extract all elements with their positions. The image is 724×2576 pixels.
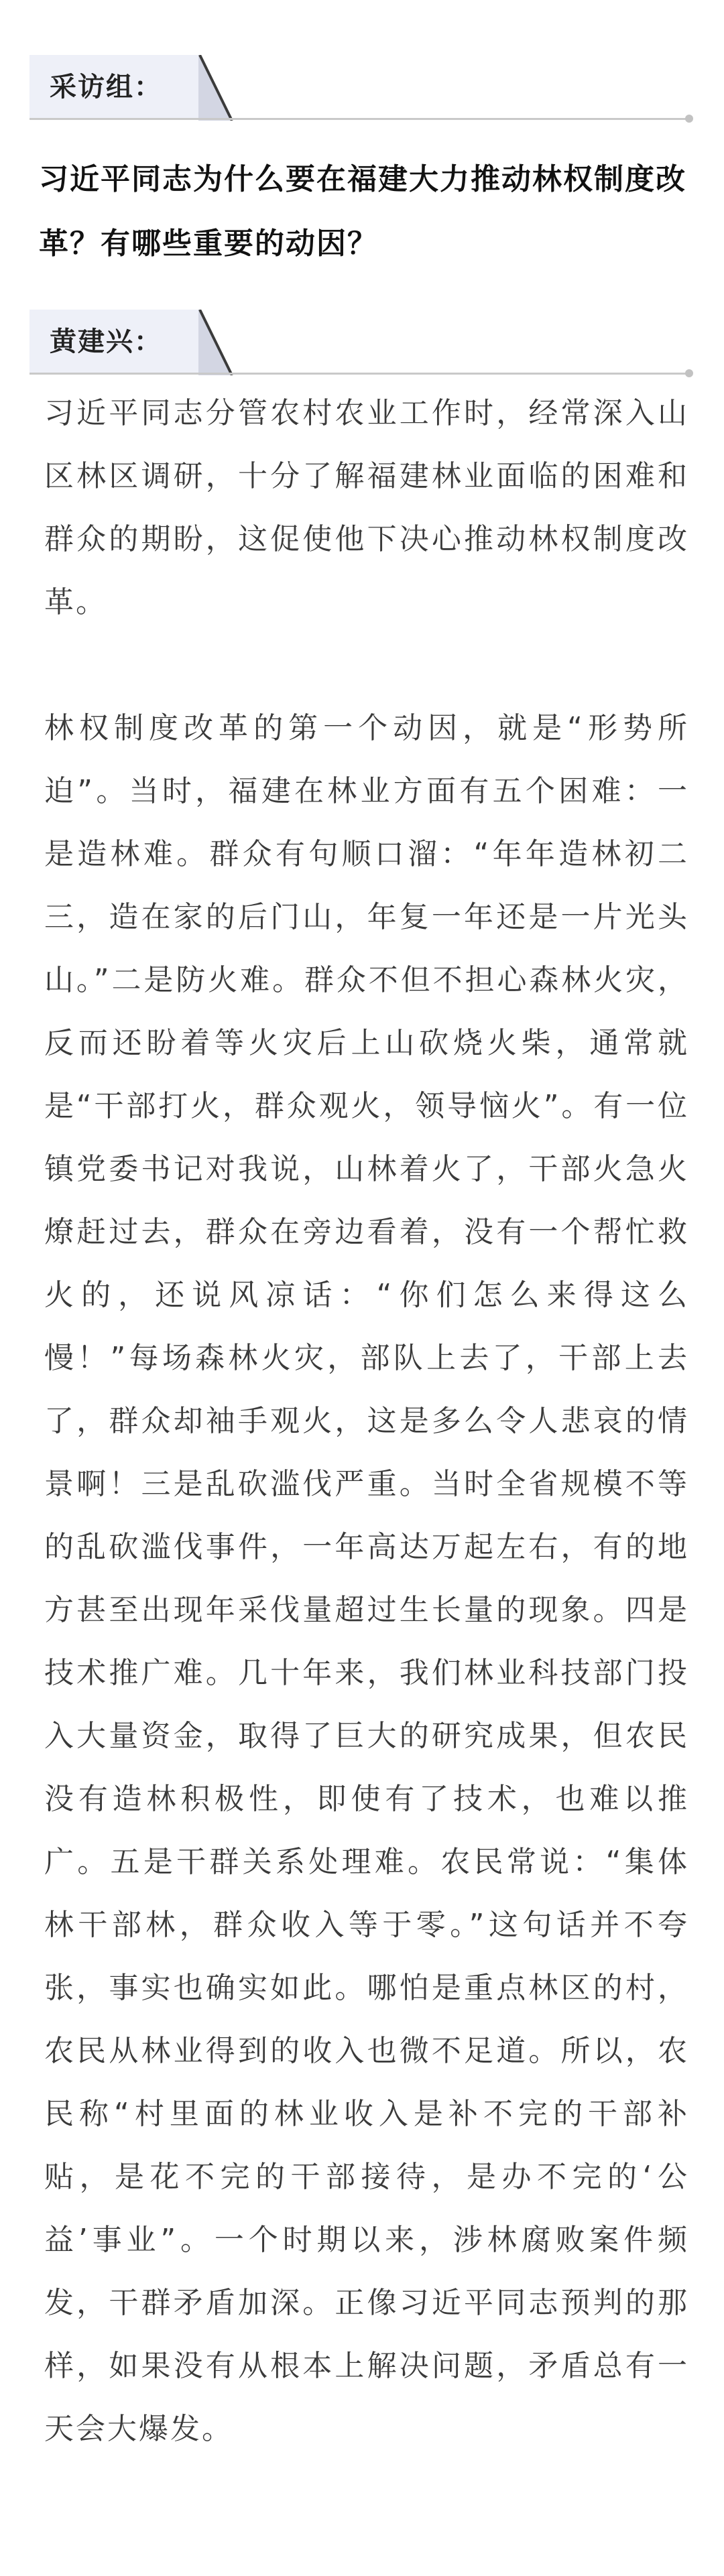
answer-paragraph: 林权制度改革的第一个动因，就是“形势所迫”。当时，福建在林业方面有五个困难：一是造林难。群众有句顺口溜：“年年造林初二三，造在家的后门山，年复一年还是一片光头山。”二是防火难。群众不但不担心森林火灾，反而还盼着等火灾后上山砍烧火柴，通常就是“干部打火，群众观火，领导恼火”。有一位镇党委书记对我说，山林着火了，干部火急火燎赶过去，群众在旁边看着，没有一个帮忙救火的，还说风凉话：“你们怎么来得这么慢！”每场森林火灾，部队上去了，干部上去了，群众却袖手观火，这是多么令人悲哀的情景啊！三是乱砍滥伐严重。当时全省规模不等的乱砍滥伐事件，一年高达万起左右，有的地方甚至出现年采伐量超过生长量的现象。四是技术推广难。几十年来，我们林业科技部门投入大量资金，取得了巨大的研究成果，但农民没有造林积极性，即使有了技术，也难以推广。五是干群关系处理难。农民常说：“集体林干部林，群众收入等于零。”这句话并不夸张，事实也确实如此。哪怕是重点林区的村，农民从林业得到的收入也微不足道。所以，农民称“村里面的林业收入是补不完的干部补贴，是花不完的干部接待，是办不完的‘公益’事业”。一个时期以来，涉林腐败案件频发，干群矛盾加深。正像习近平同志预判的那样，如果没有从根本上解决问题，矛盾总有一天会大爆发。 [44, 711, 689, 2446]
interviewer-label: 采访组： [50, 72, 162, 103]
page-fold-icon [198, 310, 236, 375]
divider-end-dot [685, 115, 693, 123]
respondent-section-label [29, 310, 700, 383]
label-divider [29, 373, 686, 375]
interview-question: 习近平同志为什么要在福建大力推动林权制度改革？有哪些重要的动因？ [39, 162, 686, 261]
page-fold-icon [198, 55, 236, 121]
answer-paragraph: 习近平同志分管农村农业工作时，经常深入山区林区调研，十分了解福建林业面临的困难和群众的期盼，这促使他下决心推动林权制度改革。 [44, 396, 689, 619]
label-divider [29, 118, 686, 120]
respondent-label: 黄建兴： [50, 326, 162, 357]
divider-end-dot [685, 369, 693, 377]
interviewer-section-label [29, 55, 700, 129]
